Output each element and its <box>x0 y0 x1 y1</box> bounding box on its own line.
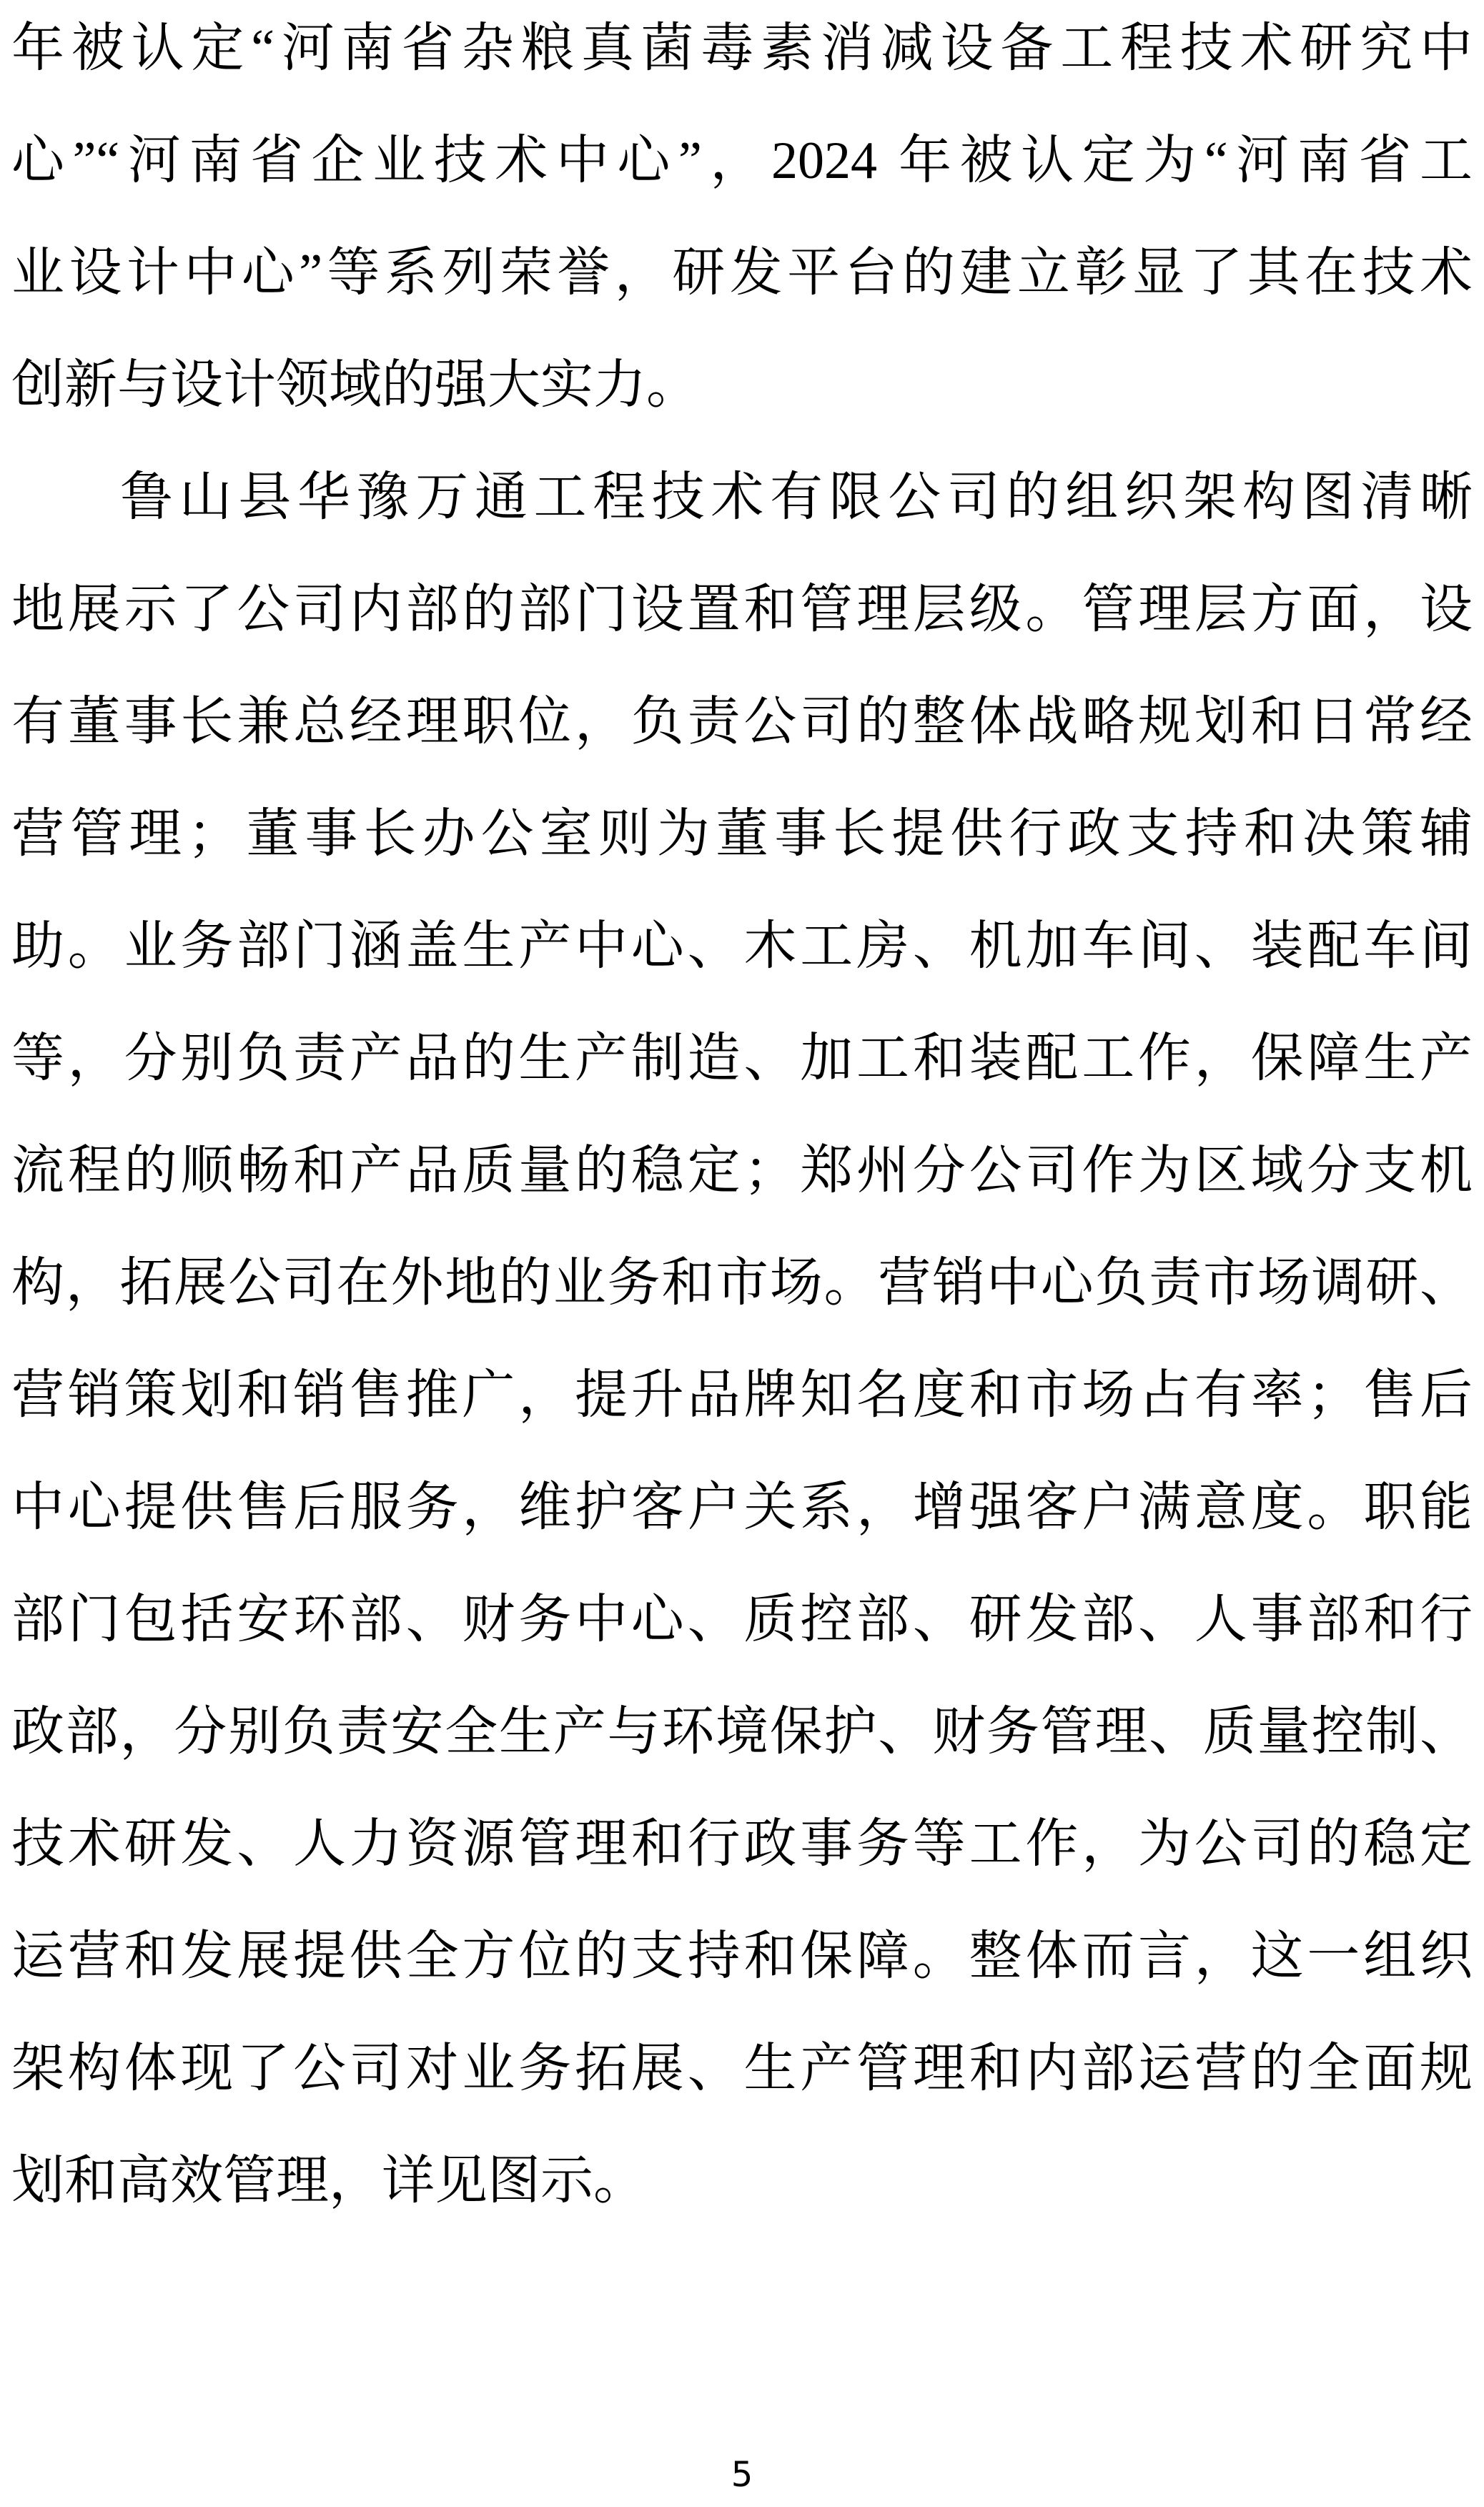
text-line: 有董事长兼总经理职位，负责公司的整体战略规划和日常经 <box>11 693 1473 751</box>
text-line: 技术研发、人力资源管理和行政事务等工作，为公司的稳定 <box>11 1815 1473 1874</box>
text-line: 营管理；董事长办公室则为董事长提供行政支持和决策辅 <box>11 805 1473 864</box>
text-line: 构，拓展公司在外地的业务和市场。营销中心负责市场调研、 <box>11 1254 1473 1312</box>
text-line: 流程的顺畅和产品质量的稳定；郑州分公司作为区域分支机 <box>11 1142 1473 1200</box>
text-line: 等，分别负责产品的生产制造、加工和装配工作，保障生产 <box>11 1029 1473 1088</box>
text-line: 心”“河南省企业技术中心”，2024 年被认定为“河南省工 <box>11 132 1473 190</box>
text-line: 划和高效管理，详见图示。 <box>11 2152 646 2210</box>
paragraph-2 <box>11 442 1473 2237</box>
page-content <box>11 0 1473 2237</box>
text-line: 助。业务部门涵盖生产中心、木工房、机加车间、装配车间 <box>11 917 1473 976</box>
text-line: 部门包括安环部、财务中心、质控部、研发部、人事部和行 <box>11 1591 1473 1649</box>
text-line: 营销策划和销售推广，提升品牌知名度和市场占有率；售后 <box>11 1366 1473 1425</box>
text-line: 运营和发展提供全方位的支持和保障。整体而言，这一组织 <box>11 1927 1473 1986</box>
text-line: 架构体现了公司对业务拓展、生产管理和内部运营的全面规 <box>11 2039 1473 2098</box>
text-line: 年被认定“河南省杂粮真菌毒素消减设备工程技术研究中 <box>11 19 1473 78</box>
text-line: 政部，分别负责安全生产与环境保护、财务管理、质量控制、 <box>11 1703 1473 1761</box>
text-line: 地展示了公司内部的部门设置和管理层级。管理层方面，设 <box>11 580 1473 639</box>
paragraph-1 <box>11 0 1473 442</box>
text-line: 中心提供售后服务，维护客户关系，增强客户满意度。职能 <box>11 1478 1473 1537</box>
text-line: 创新与设计领域的强大实力。 <box>11 356 699 415</box>
text-line: 鲁山县华豫万通工程技术有限公司的组织架构图清晰 <box>120 468 1473 527</box>
page-number: 5 <box>731 2455 753 2495</box>
text-line: 业设计中心”等系列荣誉，研发平台的建立彰显了其在技术 <box>11 244 1473 302</box>
